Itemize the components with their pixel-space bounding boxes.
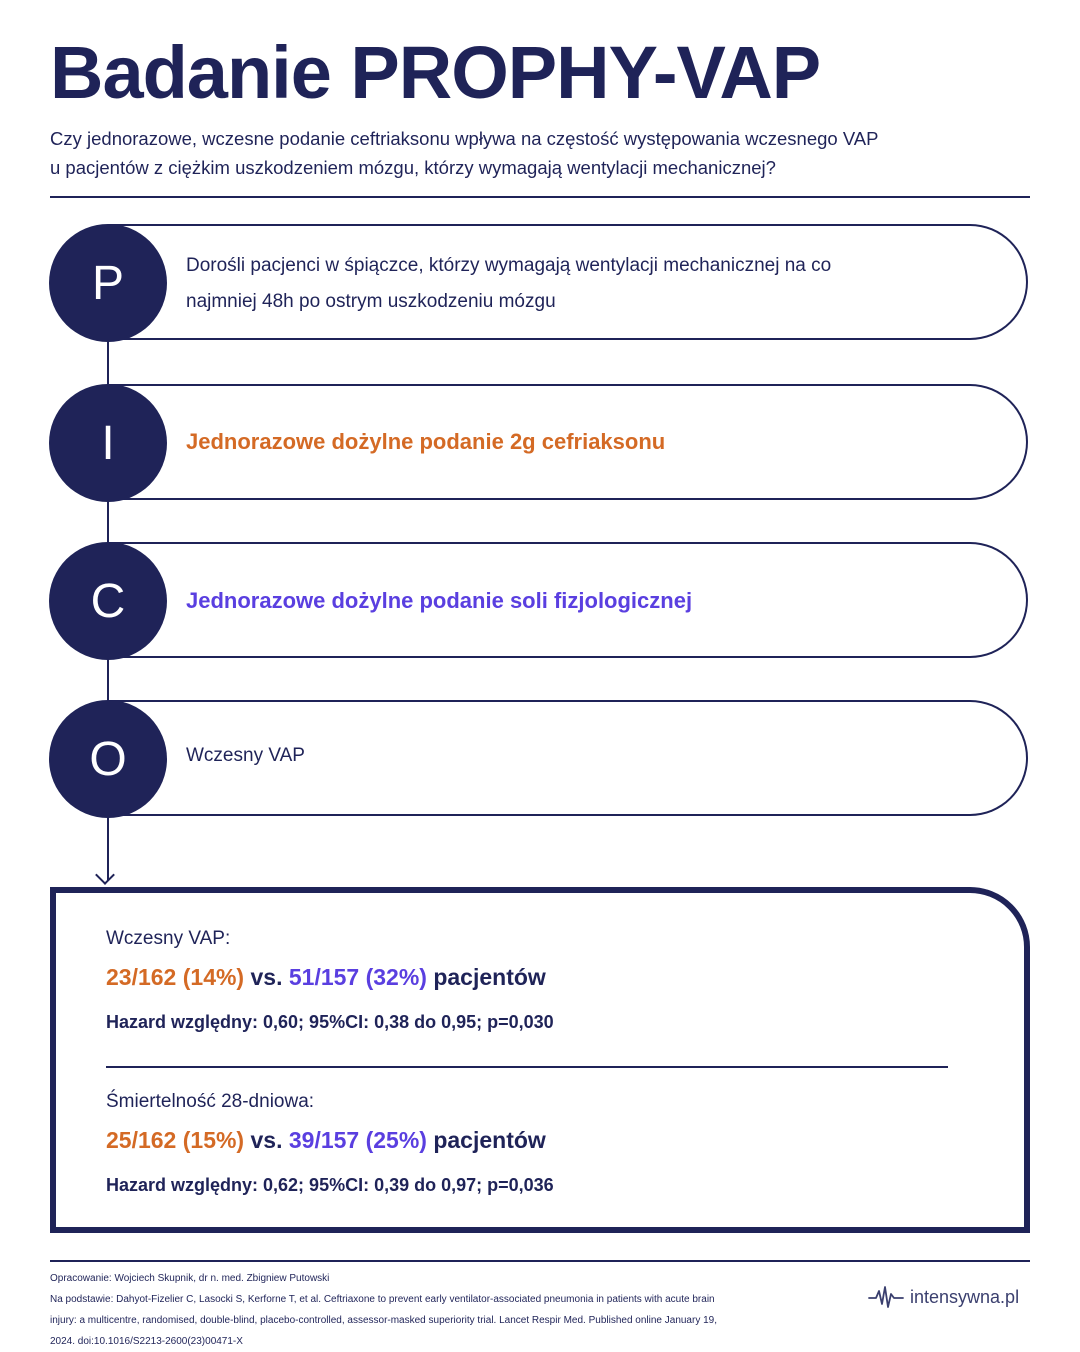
footer-author: Opracowanie: Wojciech Skupnik, dr n. med. Zbigniew Putowski: [50, 1273, 330, 1284]
top-divider: [50, 196, 1030, 198]
mortality-vs: vs.: [250, 1127, 283, 1153]
footer-source-line-1: Na podstawie: Dahyot-Fizelier C, Lasocki S, Kerforne T, et al. Ceftriaxone to prevent early ventilator-associated pneumonia in patients with acute brain: [50, 1294, 715, 1305]
pico-text-o: Wczesny VAP: [186, 745, 305, 766]
mortality-comparison: [106, 1127, 546, 1154]
page-title: Badanie PROPHY-VAP: [50, 31, 821, 114]
results-divider: [106, 1066, 948, 1068]
pico-letter-p: P: [49, 224, 167, 342]
pico-text-p-line-1: Dorośli pacjenci w śpiączce, którzy wymagają wentylacji mechanicznej na co: [186, 255, 832, 276]
pico-text-c: Jednorazowe dożylne podanie soli fizjologicznej: [186, 588, 693, 613]
mortality-intervention-value: 25/162 (15%): [106, 1127, 245, 1153]
pico-text-i: Jednorazowe dożylne podanie 2g cefriaksonu: [186, 429, 666, 454]
pico-letter-o: O: [49, 700, 167, 818]
mortality-unit: pacjentów: [433, 1127, 546, 1153]
vap-hazard-ratio: Hazard względny: 0,60; 95%CI: 0,38 do 0,95; p=0,030: [106, 1012, 554, 1032]
mortality-control-value: 39/157 (25%): [288, 1127, 427, 1153]
vap-vs: vs.: [250, 964, 283, 990]
footer-source-line-3: 2024. doi:10.1016/S2213-2600(23)00471-X: [50, 1336, 243, 1347]
research-question-line-1: Czy jednorazowe, wczesne podanie ceftriaksonu wpływa na częstość występowania wczesnego VAP: [50, 128, 879, 149]
brand-logo[interactable]: [868, 1283, 1033, 1311]
research-question-line-2: u pacjentów z ciężkim uszkodzeniem mózgu, którzy wymagają wentylacji mechanicznej?: [50, 157, 776, 178]
arrow-down-icon: [95, 865, 115, 885]
pico-text-p-line-2: najmniej 48h po ostrym uszkodzeniu mózgu: [186, 291, 556, 312]
vap-intervention-value: 23/162 (14%): [106, 964, 245, 990]
vap-label: Wczesny VAP:: [106, 928, 231, 949]
mortality-hazard-ratio: Hazard względny: 0,62; 95%CI: 0,39 do 0,97; p=0,036: [106, 1175, 554, 1195]
pico-text-p: [186, 248, 986, 320]
footer-credits: [50, 1268, 850, 1352]
pico-letter-i: I: [49, 384, 167, 502]
pico-letter-c: C: [49, 542, 167, 660]
vap-unit: pacjentów: [433, 964, 546, 990]
bottom-divider: [50, 1260, 1030, 1262]
vap-control-value: 51/157 (32%): [288, 964, 427, 990]
brand-logo-text: intensywna.pl: [910, 1286, 1020, 1307]
heartbeat-icon: [868, 1284, 904, 1310]
research-question: [50, 124, 1030, 182]
vap-comparison: [106, 964, 546, 991]
footer-source-line-2: injury: a multicentre, randomised, double-blind, placebo-controlled, assessor-masked superiority trial. Lancet Respir Med. Published online January 19,: [50, 1315, 718, 1326]
mortality-label: Śmiertelność 28-dniowa:: [106, 1091, 315, 1112]
